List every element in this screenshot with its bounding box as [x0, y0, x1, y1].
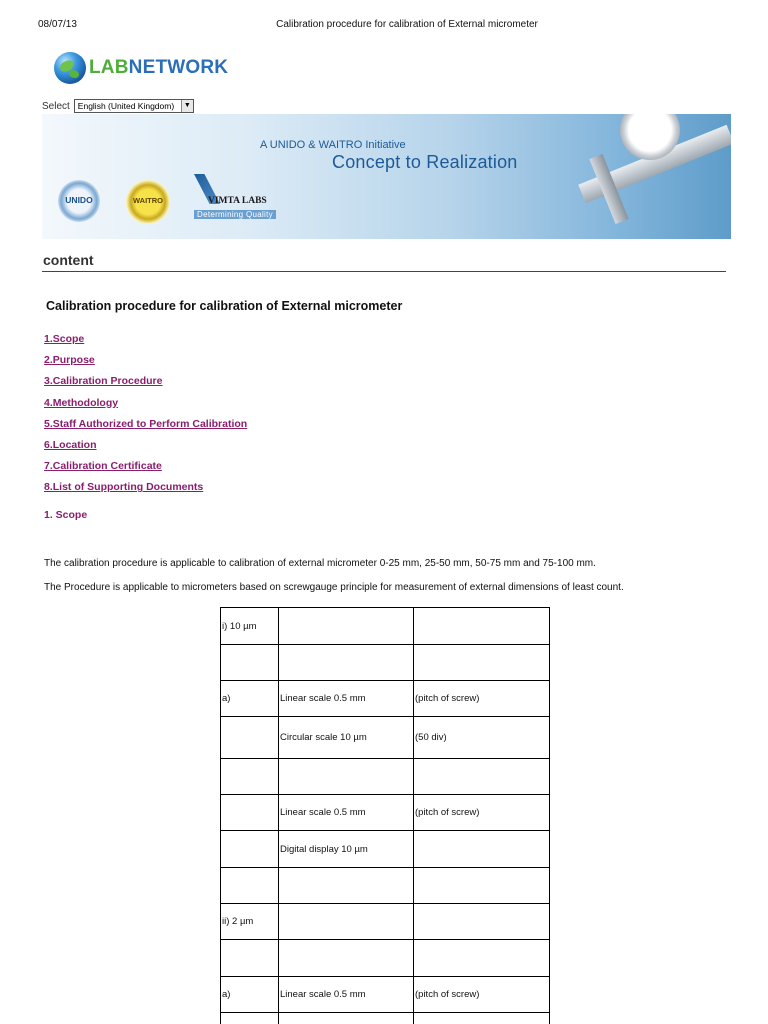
table-cell: a) — [221, 681, 279, 717]
waitro-seal-text: WAITRO — [133, 196, 163, 205]
print-title: Calibration procedure for calibration of External micrometer — [276, 19, 538, 30]
table-cell: ii) 2 µm — [221, 904, 279, 940]
language-select[interactable] — [74, 99, 194, 113]
table-cell: Linear scale 0.5 mm — [279, 681, 414, 717]
language-selector-row — [42, 99, 194, 113]
toc-item — [44, 371, 247, 392]
toc-link-supporting-documents[interactable]: 8.List of Supporting Documents — [44, 481, 204, 494]
table-cell — [414, 904, 550, 940]
banner-initiative: A UNIDO & WAITRO Initiative — [260, 139, 406, 151]
table-cell — [414, 645, 550, 681]
unido-seal-text: UNIDO — [65, 195, 93, 205]
least-count-table — [220, 607, 550, 1024]
table-row — [221, 681, 550, 717]
banner-tagline: Concept to Realization — [332, 152, 518, 172]
table-cell — [414, 608, 550, 645]
table-row — [221, 717, 550, 759]
table-cell: Linear scale 0.5 mm — [279, 795, 414, 831]
print-header — [0, 19, 768, 33]
table-row — [221, 904, 550, 940]
document-title: Calibration procedure for calibration of External micrometer — [46, 299, 403, 313]
table-cell — [221, 1013, 279, 1024]
scope-paragraph-1: The calibration procedure is applicable to calibration of external micrometer 0-25 mm, 25-50 mm, 50-75 mm and 75-100 mm. — [44, 558, 596, 569]
toc-link-location[interactable]: 6.Location — [44, 438, 97, 451]
logo-text-lab: LAB — [89, 57, 129, 78]
table-row — [221, 645, 550, 681]
table-row — [221, 759, 550, 795]
table-cell — [414, 759, 550, 795]
section-heading: content — [43, 252, 94, 268]
table-cell — [414, 868, 550, 904]
vimta-tagline: Determining Quality — [194, 210, 276, 219]
toc-link-scope[interactable]: 1.Scope — [44, 333, 85, 345]
table-cell — [279, 1013, 414, 1024]
table-row — [221, 977, 550, 1013]
table-cell: (pitch of screw) — [414, 681, 550, 717]
toc-item — [44, 435, 247, 456]
table-cell — [221, 831, 279, 868]
table-cell — [414, 1013, 550, 1024]
table-cell: (pitch of screw) — [414, 795, 550, 831]
table-cell — [221, 645, 279, 681]
toc-item — [44, 350, 247, 371]
toc-link-calibration-procedure[interactable]: 3.Calibration Procedure — [44, 375, 163, 388]
table-row — [221, 608, 550, 645]
table-cell — [279, 904, 414, 940]
scope-paragraph-2: The Procedure is applicable to micrometers based on screwgauge principle for measurement of external dimensions of least count. — [44, 582, 624, 593]
toc-item — [44, 414, 247, 435]
vimta-logo — [194, 174, 298, 222]
table-cell — [279, 868, 414, 904]
toc-link-purpose[interactable]: 2.Purpose — [44, 354, 95, 367]
section-divider — [42, 271, 726, 272]
table-cell: (pitch of screw) — [414, 977, 550, 1013]
caliper-icon — [572, 114, 731, 239]
print-date: 08/07/13 — [38, 19, 77, 30]
table-cell — [279, 940, 414, 977]
labnetwork-logo[interactable] — [54, 51, 228, 85]
table-cell — [279, 608, 414, 645]
header-banner — [42, 114, 731, 239]
table-cell — [414, 940, 550, 977]
logo-text-network: NETWORK — [128, 57, 229, 78]
table-cell — [221, 717, 279, 759]
table-cell: Circular scale 10 µm — [279, 717, 414, 759]
table-row — [221, 831, 550, 868]
table-row — [221, 868, 550, 904]
toc-link-certificate[interactable]: 7.Calibration Certificate — [44, 460, 162, 473]
table-cell: a) — [221, 977, 279, 1013]
table-of-contents — [44, 329, 247, 499]
table-cell — [279, 759, 414, 795]
table-cell: i) 10 µm — [221, 608, 279, 645]
toc-link-staff[interactable]: 5.Staff Authorized to Perform Calibration — [44, 417, 248, 430]
table-cell: Linear scale 0.5 mm — [279, 977, 414, 1013]
toc-item — [44, 393, 247, 414]
toc-item — [44, 477, 247, 498]
table-cell — [414, 831, 550, 868]
table-cell — [221, 759, 279, 795]
language-selected-value: English (United Kingdom) — [77, 101, 175, 111]
language-label: Select — [42, 100, 70, 112]
table-cell — [221, 940, 279, 977]
table-cell — [221, 868, 279, 904]
globe-icon — [54, 52, 86, 84]
logo-text — [89, 57, 228, 79]
toc-link-methodology[interactable]: 4.Methodology — [44, 396, 119, 409]
table-cell: Digital display 10 µm — [279, 831, 414, 868]
table-row — [221, 1013, 550, 1024]
chevron-down-icon[interactable]: ▼ — [181, 100, 193, 112]
table-cell — [221, 795, 279, 831]
toc-item — [44, 456, 247, 477]
waitro-seal-icon — [126, 180, 170, 224]
toc-item — [44, 329, 247, 350]
table-row — [221, 795, 550, 831]
table-cell — [279, 645, 414, 681]
scope-heading: 1. Scope — [44, 509, 88, 521]
vimta-name: VIMTA LABS — [208, 196, 267, 206]
table-cell: (50 div) — [414, 717, 550, 759]
table-row — [221, 940, 550, 977]
unido-seal-icon — [58, 180, 100, 222]
